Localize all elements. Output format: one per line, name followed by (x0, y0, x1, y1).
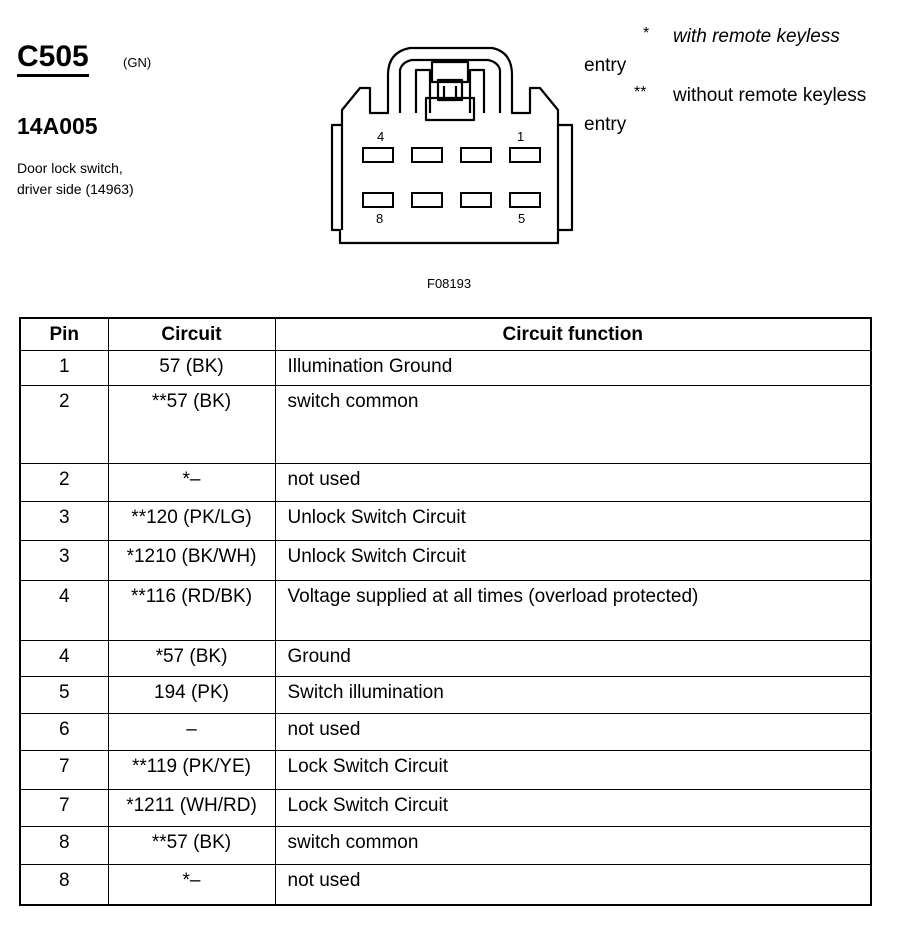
pin-cavity-5 (510, 193, 540, 207)
table-row (20, 677, 871, 714)
table-row (20, 641, 871, 677)
table-row (20, 790, 871, 827)
legend-single-star-cont: entry (584, 55, 627, 76)
pin-cell: 2 (20, 386, 108, 464)
pin-cavity-7 (412, 193, 442, 207)
function-cell: Ground (275, 641, 871, 677)
pin-cell: 4 (20, 641, 108, 677)
function-cell: Unlock Switch Circuit (275, 541, 871, 581)
pin-cell: 3 (20, 502, 108, 541)
description-line-2: driver side (14963) (17, 181, 134, 197)
table-row (20, 865, 871, 905)
circuit-cell: **116 (RD/BK) (108, 581, 275, 641)
pin-label-4: 4 (377, 129, 385, 144)
circuit-cell: – (108, 714, 275, 751)
connector-color: (GN) (123, 55, 152, 70)
legend-single-star: * (643, 25, 650, 42)
circuit-cell: *57 (BK) (108, 641, 275, 677)
circuit-cell: **57 (BK) (108, 386, 275, 464)
table-row (20, 714, 871, 751)
pinout-table (19, 317, 872, 906)
function-cell: Lock Switch Circuit (275, 790, 871, 827)
function-cell: switch common (275, 386, 871, 464)
figure-id: F08193 (427, 276, 472, 291)
function-cell: Lock Switch Circuit (275, 751, 871, 790)
pin-label-5: 5 (518, 211, 526, 226)
circuit-cell: **120 (PK/LG) (108, 502, 275, 541)
connector-diagram (320, 40, 580, 262)
pin-cell: 7 (20, 751, 108, 790)
table-row (20, 386, 871, 464)
pin-cavity-2 (461, 148, 491, 162)
connector-id: C505 (17, 40, 89, 73)
pin-cell: 6 (20, 714, 108, 751)
table-row (20, 751, 871, 790)
legend-double-star: ** (634, 84, 647, 101)
function-cell: not used (275, 464, 871, 502)
pin-cell: 7 (20, 790, 108, 827)
circuit-cell: 57 (BK) (108, 351, 275, 386)
circuit-cell: *1210 (BK/WH) (108, 541, 275, 581)
pin-cell: 2 (20, 464, 108, 502)
pin-cell: 3 (20, 541, 108, 581)
circuit-cell: *1211 (WH/RD) (108, 790, 275, 827)
pin-label-8: 8 (376, 211, 384, 226)
pin-cell: 4 (20, 581, 108, 641)
circuit-cell: **119 (PK/YE) (108, 751, 275, 790)
pin-cell: 8 (20, 827, 108, 865)
header-function: Circuit function (275, 318, 871, 351)
function-cell: Illumination Ground (275, 351, 871, 386)
pin-cavity-3 (412, 148, 442, 162)
table-row (20, 351, 871, 386)
table-row (20, 581, 871, 641)
function-cell: Switch illumination (275, 677, 871, 714)
function-cell: Voltage supplied at all times (overload protected) (275, 581, 871, 641)
table-row (20, 541, 871, 581)
legend-double-star-cont: entry (584, 114, 627, 135)
pin-cavity-6 (461, 193, 491, 207)
circuit-cell: *– (108, 464, 275, 502)
description-line-1: Door lock switch, (17, 160, 123, 176)
legend-single-star-text: with remote keyless (673, 26, 840, 47)
pin-cavity-1 (510, 148, 540, 162)
pin-cavity-8 (363, 193, 393, 207)
table-row (20, 502, 871, 541)
function-cell: not used (275, 865, 871, 905)
table-row (20, 464, 871, 502)
pin-label-1: 1 (517, 129, 525, 144)
header-pin: Pin (20, 318, 108, 351)
function-cell: not used (275, 714, 871, 751)
table-row (20, 827, 871, 865)
pin-cell: 5 (20, 677, 108, 714)
function-cell: switch common (275, 827, 871, 865)
connector-body-outline (332, 48, 572, 243)
part-number: 14A005 (17, 113, 98, 139)
circuit-cell: **57 (BK) (108, 827, 275, 865)
pin-cavity-4 (363, 148, 393, 162)
circuit-cell: *– (108, 865, 275, 905)
header-circuit: Circuit (108, 318, 275, 351)
legend-double-star-text: without remote keyless (673, 85, 867, 106)
pin-cell: 1 (20, 351, 108, 386)
circuit-cell: 194 (PK) (108, 677, 275, 714)
function-cell: Unlock Switch Circuit (275, 502, 871, 541)
pin-cell: 8 (20, 865, 108, 905)
table-header-row (20, 318, 871, 351)
